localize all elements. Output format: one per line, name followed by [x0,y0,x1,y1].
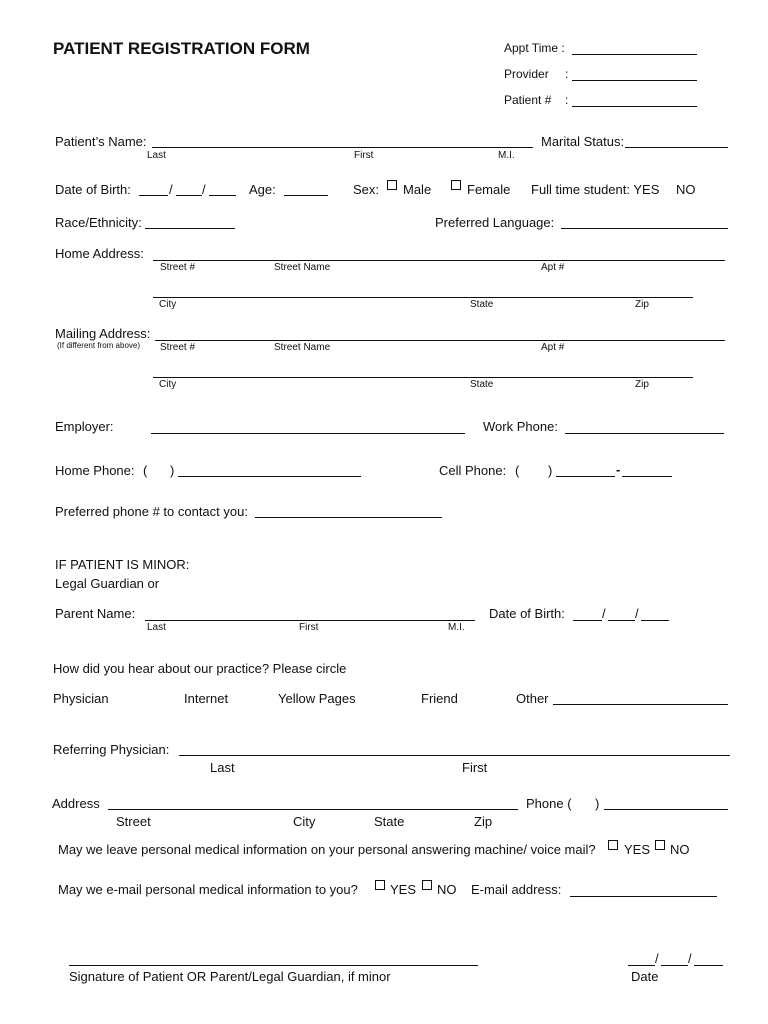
female-label: Female [467,182,511,197]
signature-date-month-field[interactable] [628,965,655,966]
patient-name-label: Patient’s Name: [55,134,147,149]
referring-phone-field[interactable] [604,809,728,810]
age-label: Age: [249,182,276,197]
patient-number-colon: : [565,93,569,107]
mailing-street-field[interactable] [155,340,725,341]
mailing-apt-caption: Apt # [541,342,565,353]
parent-name-field[interactable] [145,620,475,621]
parent-mi-caption: M.I. [448,622,465,633]
signature-field[interactable] [69,965,478,966]
home-zip-caption: Zip [635,299,649,310]
student-no-option[interactable]: NO [676,182,696,197]
provider-field[interactable] [572,80,697,81]
mailing-zip-caption: Zip [635,379,649,390]
home-city-state-zip-field[interactable] [153,297,693,298]
preferred-phone-label: Preferred phone # to contact you: [55,504,248,519]
appt-time-field[interactable] [572,54,697,55]
male-checkbox[interactable] [387,180,397,190]
signature-date-slash: / [688,951,692,966]
patient-name-last-caption: Last [147,150,166,161]
email-yes-checkbox[interactable] [375,880,385,890]
age-field[interactable] [284,195,328,196]
mailing-state-caption: State [470,379,494,390]
cell-phone-paren-open: ( [515,463,520,478]
voicemail-question: May we leave personal medical information on your personal answering machine/ voice mail? [58,842,596,857]
dob-year-field[interactable] [209,195,236,196]
page-title: PATIENT REGISTRATION FORM [53,39,310,58]
email-address-field[interactable] [570,896,717,897]
home-state-caption: State [470,299,494,310]
parent-dob-slash: / [602,606,606,621]
home-street-name-caption: Street Name [274,262,331,273]
female-checkbox[interactable] [451,180,461,190]
referral-option-internet[interactable]: Internet [184,691,229,706]
mailing-city-state-zip-field[interactable] [153,377,693,378]
referring-address-label: Address [52,796,100,811]
provider-label: Provider [504,67,549,81]
referral-option-friend[interactable]: Friend [421,691,458,706]
dob-slash: / [202,182,206,197]
parent-first-caption: First [299,622,319,633]
employer-label: Employer: [55,419,114,434]
home-phone-label: Home Phone: [55,463,135,478]
work-phone-label: Work Phone: [483,419,558,434]
voicemail-no-label: NO [670,842,690,857]
home-street-field[interactable] [153,260,725,261]
mailing-city-caption: City [159,379,177,390]
mailing-street-name-caption: Street Name [274,342,331,353]
parent-name-label: Parent Name: [55,606,136,621]
patient-name-field[interactable] [152,147,533,148]
cell-phone-prefix-field[interactable] [556,476,615,477]
home-phone-paren-open: ( [143,463,148,478]
referring-physician-field[interactable] [179,755,730,756]
referring-first-caption: First [462,760,488,775]
referring-physician-label: Referring Physician: [53,742,170,757]
referring-street-caption: Street [116,814,151,829]
marital-status-label: Marital Status: [541,134,625,149]
dob-slash: / [169,182,173,197]
home-phone-field[interactable] [178,476,361,477]
referring-address-field[interactable] [108,809,518,810]
work-phone-field[interactable] [565,433,724,434]
cell-phone-dash: - [616,462,621,477]
marital-status-field[interactable] [625,147,728,148]
mailing-address-label: Mailing Address: [55,326,151,341]
appt-time-label: Appt Time : [504,41,565,55]
voicemail-yes-label: YES [624,842,651,857]
parent-dob-slash: / [635,606,639,621]
email-address-label: E-mail address: [471,882,562,897]
parent-dob-month-field[interactable] [573,620,602,621]
signature-date-slash: / [655,951,659,966]
patient-name-mi-caption: M.I. [498,150,515,161]
signature-label: Signature of Patient OR Parent/Legal Guardian, if minor [69,969,391,984]
referring-phone-label: Phone ( [526,796,572,811]
home-street-number-caption: Street # [160,262,196,273]
dob-day-field[interactable] [176,195,202,196]
parent-last-caption: Last [147,622,166,633]
referring-city-caption: City [293,814,316,829]
patient-number-field[interactable] [572,106,697,107]
referral-question: How did you hear about our practice? Please circle [53,661,347,676]
referral-option-other[interactable]: Other [516,691,549,706]
patient-number-label: Patient # [504,93,552,107]
race-ethnicity-field[interactable] [145,228,235,229]
signature-date-label: Date [631,969,659,984]
referral-option-physician[interactable]: Physician [53,691,109,706]
parent-dob-label: Date of Birth: [489,606,565,621]
voicemail-yes-checkbox[interactable] [608,840,618,850]
preferred-language-field[interactable] [561,228,728,229]
race-ethnicity-label: Race/Ethnicity: [55,215,142,230]
home-apt-caption: Apt # [541,262,565,273]
email-no-checkbox[interactable] [422,880,432,890]
email-no-label: NO [437,882,457,897]
sex-label: Sex: [353,182,380,197]
male-label: Male [403,182,432,197]
cell-phone-paren-close: ) [548,463,553,478]
dob-label: Date of Birth: [55,182,131,197]
preferred-phone-field[interactable] [255,517,442,518]
student-yes-option[interactable]: Full time student: YES [531,182,660,197]
referring-state-caption: State [374,814,405,829]
mailing-address-note: (If different from above) [57,341,140,350]
referral-other-field[interactable] [553,704,728,705]
referring-zip-caption: Zip [474,814,493,829]
cell-phone-label: Cell Phone: [439,463,507,478]
voicemail-no-checkbox[interactable] [655,840,665,850]
referring-last-caption: Last [210,760,235,775]
provider-colon: : [565,67,569,81]
minor-heading: IF PATIENT IS MINOR: [55,557,190,572]
dob-month-field[interactable] [139,195,168,196]
signature-date-year-field[interactable] [694,965,723,966]
email-yes-label: YES [390,882,417,897]
home-phone-paren-close: ) [170,463,175,478]
employer-field[interactable] [151,433,465,434]
mailing-street-number-caption: Street # [160,342,196,353]
parent-dob-year-field[interactable] [641,620,669,621]
referral-option-yellow-pages[interactable]: Yellow Pages [278,691,356,706]
parent-dob-day-field[interactable] [608,620,635,621]
referring-phone-paren-close: ) [595,796,600,811]
preferred-language-label: Preferred Language: [435,215,555,230]
home-city-caption: City [159,299,177,310]
email-question: May we e-mail personal medical information to you? [58,882,358,897]
cell-phone-line-field[interactable] [622,476,672,477]
signature-date-day-field[interactable] [661,965,688,966]
legal-guardian-label: Legal Guardian or [55,576,160,591]
home-address-label: Home Address: [55,246,144,261]
patient-name-first-caption: First [354,150,374,161]
